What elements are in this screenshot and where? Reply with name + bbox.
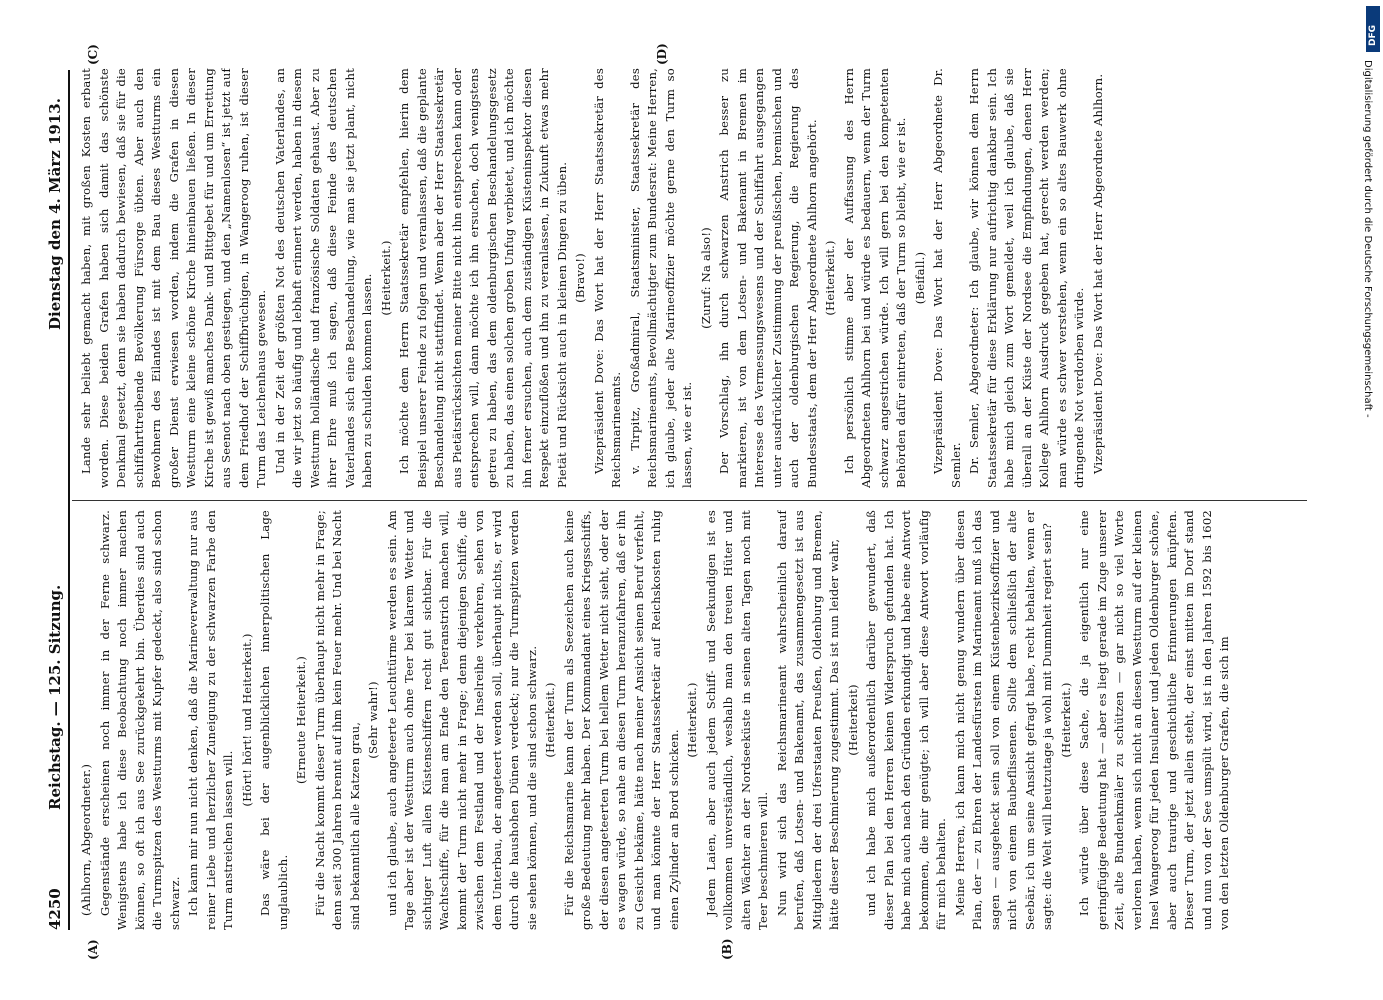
paragraph: Dr. Semler, Abgeordneter: Ich glaube, wir können dem Herrn Staatssekretär für diese Erklärung nur aufrichtig dankbar sein. Ich habe mich gleich zum Wort gemeldet, weil ich glaube, daß sie überall an der Küste der Nordsee die Empfindungen, denen Herr Kollege Ahlhorn Ausdruck gegeben hat, gerecht werden werden; man würde es schwer verstehen, wenn ein so altes Bauwerk ohne dringende Not verdorben würde.: [967, 68, 1086, 488]
margin-marker-d: (D): [655, 43, 669, 65]
paragraph: und ich glaube, auch angeteerte Leuchttürme werden es sein. Am Tage aber ist der Westturm auch ohne Teer bei klarem Wetter und sichtiger Luft allen Küstenschiffern recht gut sichtbar. Für die Wachtschiffe, für die man am Ende den Teeranstrich machen will, kommt der Turm nicht mehr in Frage; denn diejenigen Schiffe, die zwischen dem Festland und der Inselreihe verkehren, sehen von dem Unterbau, der angeteert werden soll, überhaupt nichts, er wird durch die haushohen Dünen verdeckt; nur die Turmspitzen werden sie sehen können, und die sind schon schwarz.: [384, 510, 539, 930]
paragraph: Meine Herren, ich kann mich nicht genug wundern über diesen Plan, der — zu Ehren der Landesfürsten im Marineamt muß ich das sagen — ausgeheckt sein soll von einem Küstenbezirksoffizier und nicht von einem Baubeflissenen. Sollte dem schließlich der alte Seebär, ich um seine Ansicht gefragt habe, recht behalten, wenn er sagte: die Welt will heutzutage ja wohl mit Dummheit regiert sein?: [952, 510, 1054, 930]
margin-marker-a: (A): [86, 939, 100, 960]
interjection: (Hört! hört! und Heiterkeit.): [239, 633, 254, 807]
paragraph: Für die Reichsmarine kann der Turm als Seezeichen auch keine große Bedeutung mehr haben. Der Kommandant eines Kriegsschiffs, der diesen angeteerten Turm bei hellem Wetter nicht sieht, oder der es wagen würde, so nahe an diesen Turm heranzufahren, daß er ihn zu Gesicht bekäme, hätte nach meiner Ansicht seinen Beruf verfehlt, und man könnte der Herr Staatssekretär auf Reichskosten ruhig einen Zylinder an Bord schicken.: [561, 510, 681, 930]
paragraph: Das wäre bei der augenblicklichen innerpolitischen Lage unglaublich.: [258, 510, 290, 930]
interjection: (Heiterkeit.): [823, 240, 837, 316]
page-number: 4250: [46, 888, 64, 930]
paragraph: Vizepräsident Dove: Das Wort hat der Herr Abgeordnete Ahlhorn.: [1090, 73, 1105, 474]
column-divider: [72, 500, 1307, 501]
interjection: (Heiterkeit.): [378, 240, 393, 316]
digitization-credit: [1360, 60, 1374, 920]
interjection: (Heiterkeit.): [685, 682, 699, 758]
interjection: (Sehr wahr!): [366, 681, 380, 759]
header-left-title: Reichstag. — 125. Sitzung.: [46, 584, 64, 810]
left-column: [78, 510, 1308, 930]
margin-marker-c: (C): [86, 44, 100, 65]
paragraph: Jedem Laien, aber auch jedem Schiff- und Seekundigen ist es vollkommen unverständlich, weshalb man den treuen Hüter und alten Wächter an der Nordseeküste in seinen alten Tagen noch mit Teer beschmieren will.: [703, 510, 770, 930]
paragraph: Lande sehr beliebt gemacht haben, mit großen Kosten erbaut worden. Diese beiden Grafen haben sich damit das schönste Denkmal gesetzt, denn sie haben dadurch bewiesen, daß sie für die schiffahrttreibende Bevölkerung Fürsorge übten. Aber auch den Bewohnern des Eilandes ist mit dem Bau dieses Westturms ein großer Dienst erwiesen worden, indem die Grafen in diesen Westturm eine kleine schöne Kirche hineinbauen ließen. In dieser Kirche ist gewiß manches Dank- und Bittgebet für und um Errettung aus Seenot nach oben gestiegen, und den „Namenlosen“ ist jetzt auf dem Friedhof der Schiffbrüchigen, in Wangeroog ruhen, ist dieser Turm das Leichenhaus gewesen.: [79, 68, 268, 488]
margin-marker-b: (B): [720, 938, 734, 960]
header-right-title: Dienstag den 4. März 1913.: [46, 98, 64, 330]
paragraph: Ich persönlich stimme aber der Auffassung des Herrn Abgeordneten Ahlhorn bei und würde es bedauern, wenn der Turm schwarz angestrichen würde. Ich will gern bei den kompetenten Behörden dafür eintreten, daß der Turm so bleibt, wie er ist.: [841, 68, 908, 488]
credit-text: Digitalisierung gefördert durch die Deutsche Forschungsgemeinschaft -: [1362, 60, 1373, 418]
paragraph: Ich möchte dem Herrn Staatssekretär empfehlen, hierin dem Beispiel unserer Feinde zu folgen und veranlassen, daß die geplante Beschandelung nicht stattfindet. Wenn aber der Herr Staatssekretär aus Pietätsrücksichten meiner Bitte nicht ihn entsprechen kann oder entsprechen will, dann möchte ich ihn ersuchen, doch wenigstens getreu zu haben, das dem oldenburgischen Beschandelungsgesetz zu haben, das einen solchen groben Unfug verbietet, und ich möchte ihn ferner ersuchen, auch dem zuständigen Küsteninspektor diesen Respekt einzuflößen und ihn zu veranlassen, in Zukunft etwas mehr Pietät und Rücksicht auch in kleinen Dingen zu üben.: [397, 68, 569, 488]
paragraph: und ich habe mich außerordentlich darüber gewundert, daß dieser Plan bei den Herren keinen Widerspruch gefunden hat. Ich habe mich auch nach den Gründen erkundigt und habe eine Antwort bekommen, die mir genügte; ich will aber diese Antwort vorläufig für mich behalten.: [864, 510, 948, 930]
paragraph: Vizepräsident Dove: Das Wort hat der Herr Abgeordnete Dr. Semler.: [931, 68, 963, 488]
right-column: [78, 68, 1308, 488]
interjection: (Zuruf: Na also!): [698, 227, 713, 329]
interjection: (Heiterkeit.): [543, 682, 557, 758]
page-header: [36, 70, 76, 930]
interjection: (Heiterkeit): [845, 684, 860, 756]
paragraph: Vizepräsident Dove: Das Wort hat der Herr Staatssekretär des Reichsmarineamts.: [591, 68, 623, 488]
interjection: (Beifall.): [912, 251, 927, 305]
paragraph: Und in der Zeit der größten Not des deutschen Vaterlandes, an die wir jetzt so häufig und lebhaft erinnert werden, haben in diesem Westturm holländische und französische Soldaten gehaust. Aber zu ihrer Ehre muß ich sagen, daß diese Feinde des deutschen Vaterlandes sich eine Beschandelung, wie man sie jetzt plant, nicht haben zu schulden kommen lassen.: [272, 68, 374, 488]
paragraph: (Ahlhorn, Abgeordneter.): [79, 763, 93, 916]
header-rule: [68, 70, 70, 930]
interjection: (Heiterkeit.): [1058, 682, 1073, 758]
dfg-logo: DFG: [1366, 6, 1380, 52]
paragraph: v. Tirpitz, Großadmiral, Staatsminister, Staatssekretär des Reichsmarineamts, Bevollmächtigter zum Bundesrat: Meine Herren, ich glaube, jeder alte Marineoffizier möchte gerne den Turm so lassen, wie er ist.: [627, 68, 694, 488]
paragraph: Ich kann mir nun nicht denken, daß die Marineverwaltung nur aus reiner Liebe und herzlicher Zuneigung zu der schwarzen Farbe den Turm anstreichen lassen will.: [186, 510, 235, 930]
paragraph: Gegenstände erscheinen noch immer in der Ferne schwarz. Wenigstens habe ich diese Beobachtung noch immer machen können, so oft ich aus See zurückgekehrt bin. Überdies sind auch die Turmspitzen des Westturms mit Kupfer gedeckt, also sind schon schwarz.: [97, 510, 182, 930]
paragraph: Ich würde über diese Sache, die ja eigentlich nur eine geringfügige Bedeutung hat — aber es liegt gerade im Zuge unserer Zeit, alte Bundenkmäler zu schützen — gar nicht so viel Worte verloren haben, wenn sich nicht an diesen Westturm auf der kleinen Insel Wangeroog für jeden Insulaner und jeden Oldenburger schöne, aber auch traurige und geschichtliche Erinnerungen knüpften. Dieser Turm, der jetzt allein steht, der einst mitten im Dorf stand und nun von der See umspült wird, ist in den Jahren 1592 bis 1602 von den letzten Oldenburger Grafen, die sich im: [1077, 510, 1231, 930]
interjection: (Erneute Heiterkeit.): [294, 656, 308, 784]
paragraph: Der Vorschlag, ihn durch schwarzen Anstrich besser zu markieren, ist von dem Lotsen- und Bakenamt in Bremen im Interesse des Vermessungswesens und der Schiffahrt ausgegangen unter ausdrücklicher Zustimmung der preußischen, bremischen und auch der oldenburgischen Regierung, die Regierung des Bundesstaats, dem der Herr Abgeordnete Ahlhorn angehört.: [717, 68, 819, 488]
paragraph: Nun wird sich das Reichsmarineamt wahrscheinlich darauf berufen, daß Lotsen- und Bakenamt, das zusammengesetzt ist aus Mitgliedern der drei Uferstaaten Preußen, Oldenburg und Bremen, hätte dieser Beschmierung zugestimmt. Das ist nun leider wahr,: [774, 510, 841, 930]
interjection: (Bravo!): [573, 253, 587, 303]
paragraph: Für die Nacht kommt dieser Turm überhaupt nicht mehr in Frage; denn seit 300 Jahren brennt auf ihm kein Feuer mehr. Und bei Nacht sind bekanntlich alle Katzen grau,: [312, 510, 362, 930]
